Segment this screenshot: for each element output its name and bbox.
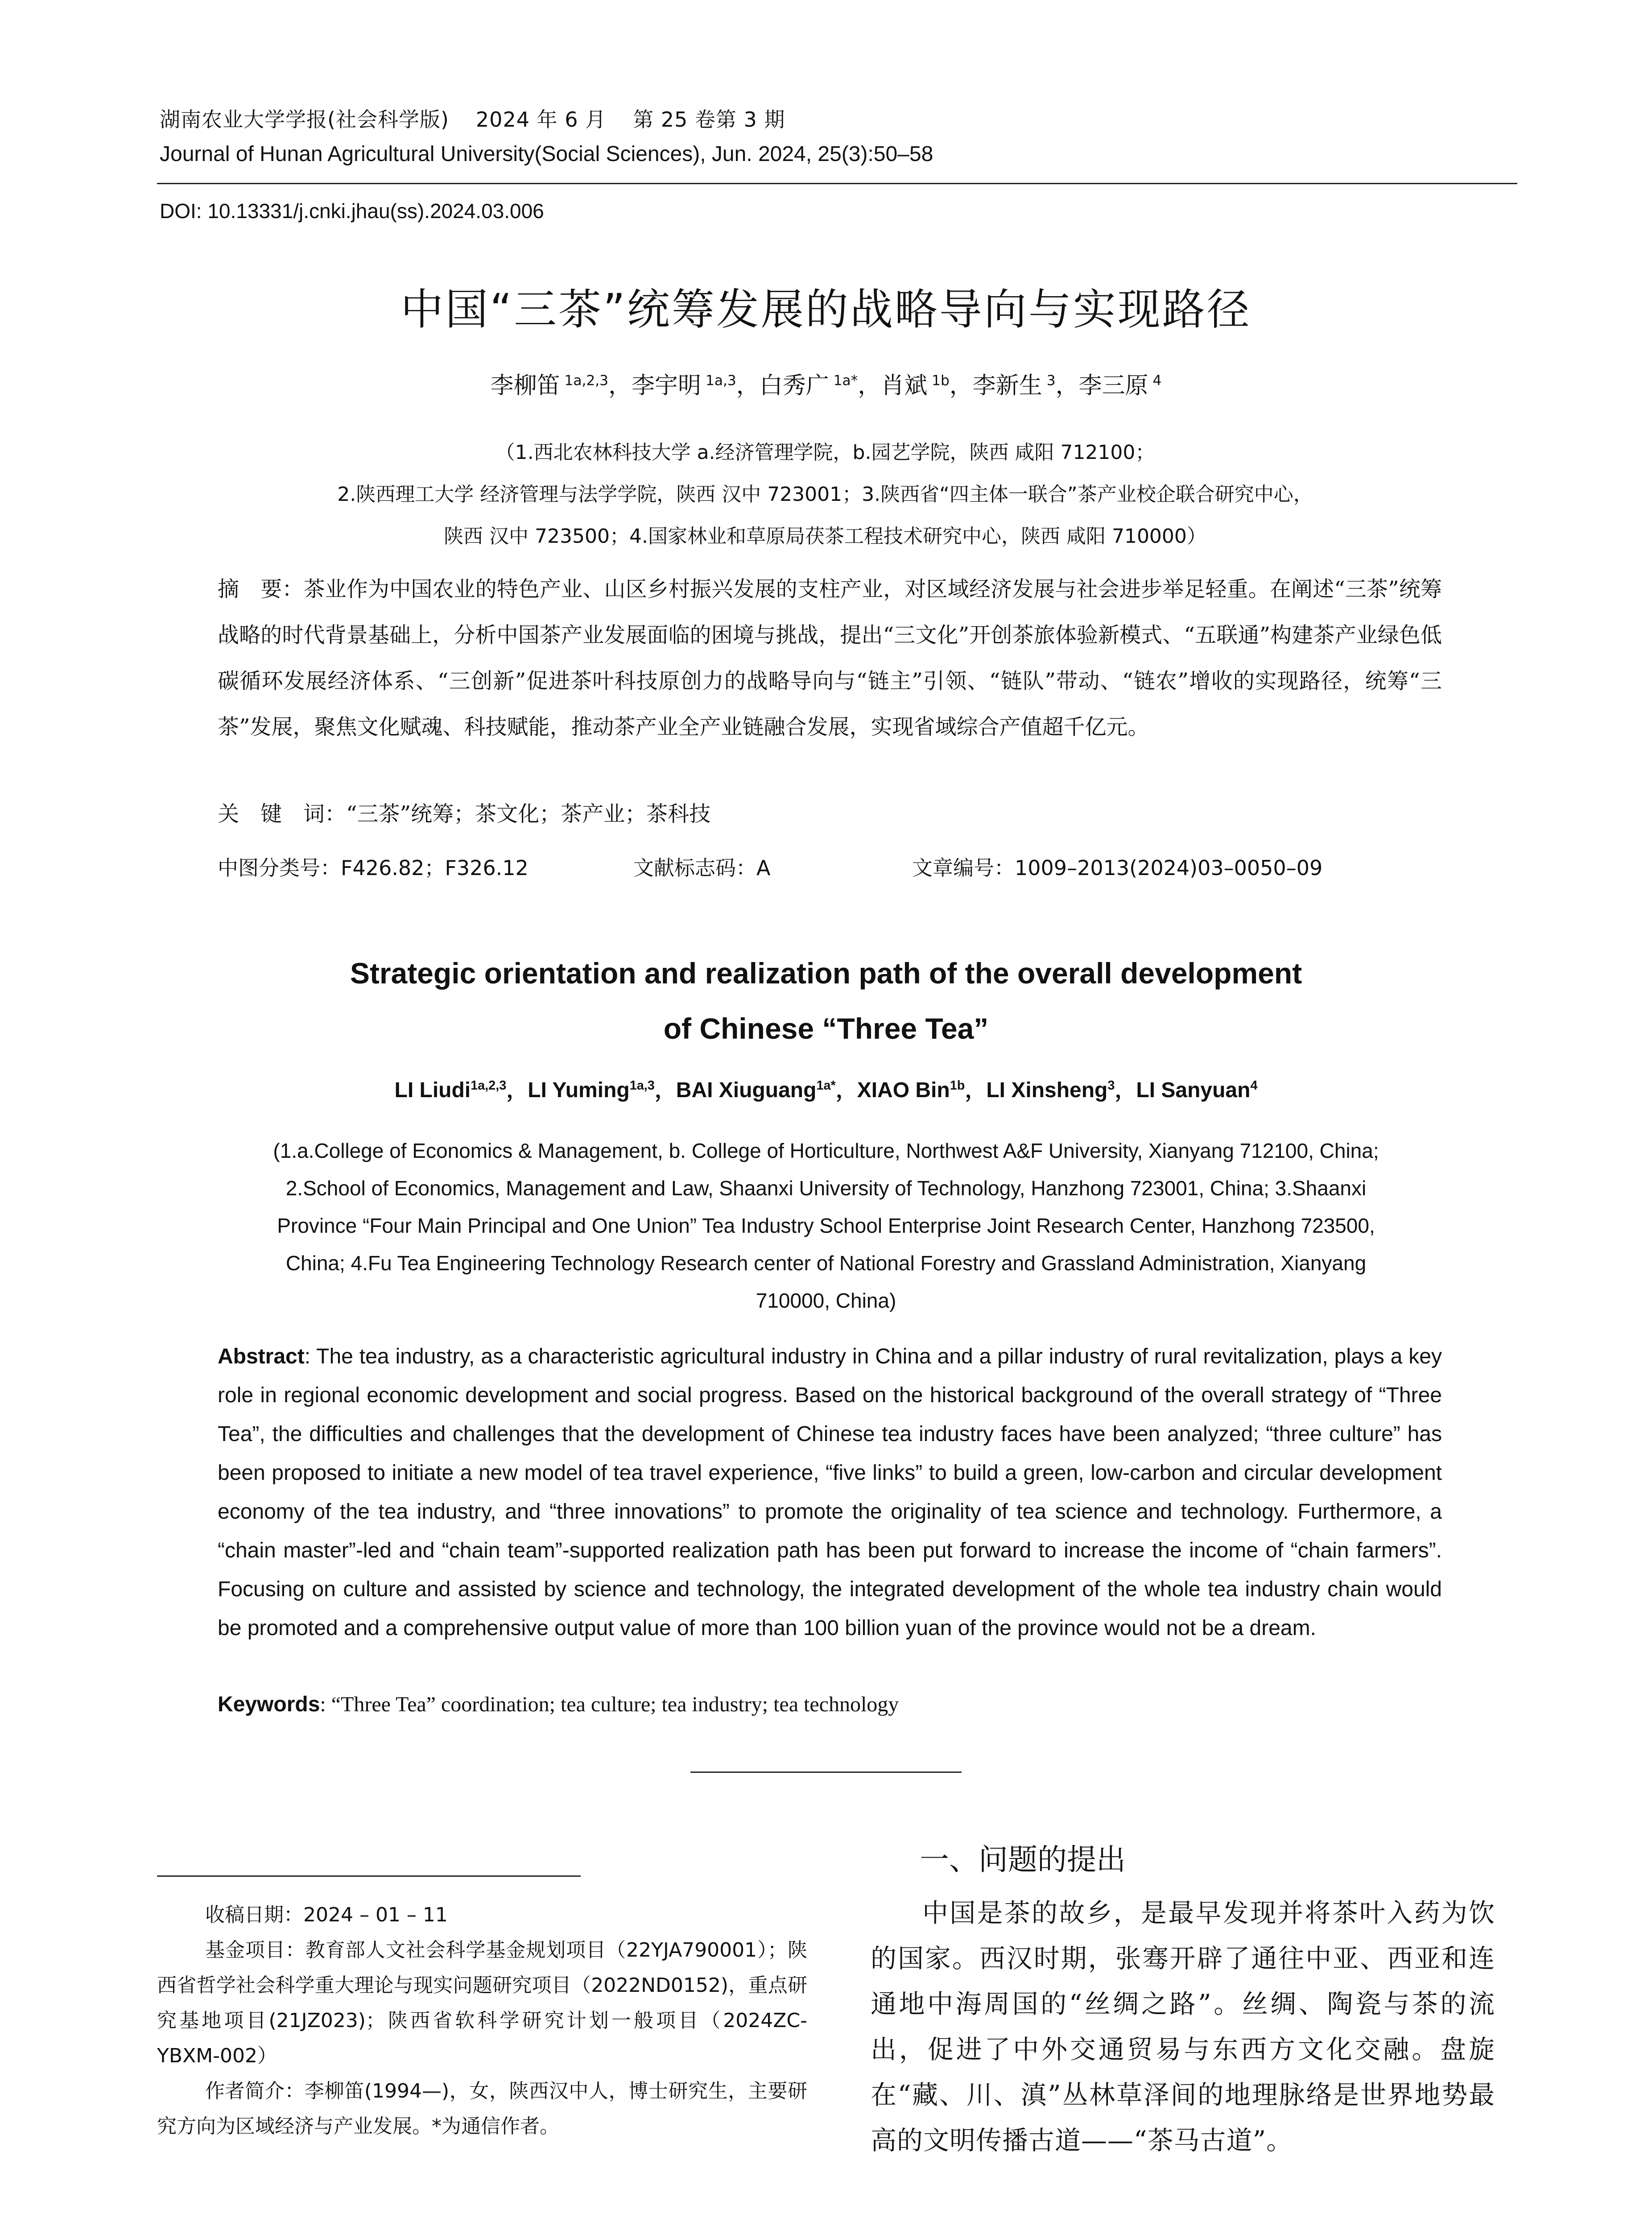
author-name: BAI Xiuguang <box>676 1078 817 1102</box>
author-affiliation-mark: 1a* <box>829 372 858 389</box>
author-entry <box>857 1078 987 1102</box>
section-body-text: 中国是茶的故乡，是最早发现并将茶叶入药为饮的国家。西汉时期，张骞开辟了通往中亚、西亚和连通地中海周国的“丝绸之路”。丝绸、陶瓷与茶的流出，促进了中外交通贸易与东西方文化交融。盘旋在“藏、川、滇”丛林草泽间的地理脉络是世界地势最高的文明传播古道——“茶马古道”。 <box>871 1898 1495 2156</box>
author-name: 李新生 <box>972 372 1042 399</box>
author-list-en <box>0 1073 1652 1103</box>
paper-title-cn: 中国“三茶”统筹发展的战略导向与实现路径 <box>401 285 1251 334</box>
author-affiliation-mark: 1b <box>950 1078 965 1093</box>
author-name: 李柳笛 <box>490 372 560 399</box>
author-affiliation-mark: 1a,2,3 <box>471 1078 507 1093</box>
author-affiliation-mark: 4 <box>1250 1078 1258 1093</box>
author-affiliation-mark: 3 <box>1042 372 1056 389</box>
author-separator: ， <box>1115 1078 1136 1102</box>
author-separator: ， <box>858 372 881 399</box>
author-entry <box>676 1078 857 1102</box>
affiliation-line: 710000, China) <box>756 1289 896 1312</box>
author-affiliation-mark: 1a* <box>816 1078 836 1093</box>
journal-name-cn: 湖南农业大学学报(社会科学版) <box>160 107 449 132</box>
journal-header-cn <box>160 103 812 133</box>
author-entry <box>528 1078 676 1102</box>
footnote-divider <box>157 1875 581 1877</box>
section-divider <box>690 1772 962 1773</box>
author-entry <box>760 372 881 399</box>
author-separator: ， <box>654 1078 676 1102</box>
author-name: 李宇明 <box>632 372 702 399</box>
affiliation-line: （1.西北农林科技大学 a.经济管理学院，b.园艺学院，陕西 咸阳 712100； <box>495 441 1155 464</box>
section-heading: 一、问题的提出 <box>920 1842 1126 1877</box>
footnote-received-date: 收稿日期：2024 – 01 – 11 <box>205 1904 448 1926</box>
author-separator: ， <box>1055 372 1079 399</box>
author-name: LI Liudi <box>394 1078 471 1102</box>
footnotes <box>157 1897 807 2144</box>
keywords-cn <box>218 797 710 827</box>
author-affiliation-mark: 1b <box>927 372 950 389</box>
author-affiliation-mark: 1a,3 <box>701 372 736 389</box>
keywords-en <box>218 1692 899 1717</box>
author-name: LI Yuming <box>528 1078 630 1102</box>
affiliations-en <box>196 1132 1456 1319</box>
author-entry <box>632 372 760 399</box>
author-entry <box>986 1078 1136 1102</box>
journal-issue-cn: 第 25 卷第 3 期 <box>633 107 785 132</box>
journal-header-en: Journal of Hunan Agricultural University(Social Sciences), Jun. 2024, 25(3):50–58 <box>160 142 933 166</box>
author-name: LI Sanyuan <box>1136 1078 1251 1102</box>
abstract-en-label: Abstract <box>218 1345 305 1368</box>
author-entry <box>1136 1078 1257 1102</box>
keywords-en-text: : “Three Tea” coordination; tea culture; tea industry; tea technology <box>320 1693 899 1716</box>
author-name: XIAO Bin <box>857 1078 950 1102</box>
author-entry <box>491 372 632 399</box>
affiliation-line: (1.a.College of Economics & Management, b. College of Horticulture, Northwest A&F University, Xianyang 712100, China; <box>273 1139 1379 1162</box>
author-separator: ， <box>506 1078 528 1102</box>
doi[interactable]: DOI: 10.13331/j.cnki.jhau(ss).2024.03.006 <box>160 199 544 223</box>
title-en-line2: of Chinese “Three Tea” <box>663 1012 989 1045</box>
header-divider <box>157 183 1517 184</box>
abstract-en <box>218 1337 1442 1648</box>
affiliations-cn <box>187 432 1463 558</box>
clc-number: 中图分类号：F426.82；F326.12 <box>218 856 529 880</box>
author-affiliation-mark: 4 <box>1148 372 1162 389</box>
affiliation-line: 2.School of Economics, Management and Law, Shaanxi University of Technology, Hanzhong 723001, China; 3.Shaanxi <box>285 1177 1367 1200</box>
affiliation-line: 陕西 汉中 723500；4.国家林业和草原局茯茶工程技术研究中心，陕西 咸阳 710000） <box>444 525 1206 548</box>
author-name: 白秀广 <box>759 372 829 399</box>
author-entry <box>881 372 973 399</box>
paper-title-en <box>0 946 1652 1056</box>
journal-date-cn: 2024 年 6 月 <box>475 107 607 132</box>
document-code: 文献标志码：A <box>633 856 771 880</box>
abstract-cn-label: 摘 要： <box>218 577 304 602</box>
author-affiliation-mark: 3 <box>1107 1078 1115 1093</box>
author-separator: ， <box>965 1078 987 1102</box>
affiliation-line: China; 4.Fu Tea Engineering Technology Research center of National Forestry and Grassland Administration, Xianyang <box>285 1251 1367 1275</box>
keywords-cn-label: 关 键 词： <box>218 801 347 826</box>
author-entry <box>973 372 1079 399</box>
footnote-author-bio: 作者简介：李柳笛(1994—)，女，陕西汉中人，博士研究生，主要研究方向为区域经济与产业发展。*为通信作者。 <box>157 2080 807 2138</box>
author-affiliation-mark: 1a,2,3 <box>560 372 609 389</box>
author-separator: ， <box>608 372 632 399</box>
author-separator: ， <box>949 372 973 399</box>
author-entry <box>1079 372 1162 399</box>
affiliation-line: Province “Four Main Principal and One Union” Tea Industry School Enterprise Joint Research Center, Hanzhong 723500, <box>277 1214 1375 1237</box>
abstract-cn-text: 茶业作为中国农业的特色产业、山区乡村振兴发展的支柱产业，对区域经济发展与社会进步举足轻重。在阐述“三茶”统筹战略的时代背景基础上，分析中国茶产业发展面临的困境与挑战，提出“三文化”开创茶旅体验新模式、“五联通”构建茶产业绿色低碳循环发展经济体系、“三创新”促进茶叶科技原创力的战略导向与“链主”引领、“链队”带动、“链农”增收的实现路径，统筹“三茶”发展，聚焦文化赋魂、科技赋能，推动茶产业全产业链融合发展，实现省域综合产值超千亿元。 <box>218 577 1442 739</box>
abstract-en-text: : The tea industry, as a characteristic agricultural industry in China and a pillar industry of rural revitalization, plays a key role in regional economic development and social progress. Based on the historical background of the overall strategy of “Three Tea”, the difficulties and challenges that the development of Chinese tea industry faces have been analyzed; “three culture” has been proposed to initiate a new model of tea travel experience, “five links” to build a green, low-carbon and circular development economy of the tea industry, and “three innovations” to promote the originality of tea science and technology. Furthermore, a “chain master”-led and “chain team”-supported realization path has been put forward to increase the income of “chain farmers”. Focusing on culture and assisted by science and technology, the integrated development of the whole tea industry chain would be promoted and a comprehensive output value of more than 100 billion yuan of the province would not be a dream. <box>218 1345 1442 1640</box>
author-name: 李三原 <box>1078 372 1148 399</box>
article-number: 文章编号：1009–2013(2024)03–0050–09 <box>912 856 1323 880</box>
author-separator: ， <box>736 372 760 399</box>
author-entry <box>395 1078 528 1102</box>
author-name: LI Xinsheng <box>986 1078 1108 1102</box>
author-affiliation-mark: 1a,3 <box>629 1078 655 1093</box>
author-list-cn <box>0 367 1652 400</box>
author-name: 肖斌 <box>881 372 928 399</box>
footnote-funding: 基金项目：教育部人文社会科学基金规划项目（22YJA790001）；陕西省哲学社会科学重大理论与现实问题研究项目（2022ND0152)，重点研究基地项目(21JZ023)；陕西省软科学研究计划一般项目（2024ZC-YBXM-002） <box>157 1939 807 2067</box>
keywords-cn-text: “三茶”统筹；茶文化；茶产业；茶科技 <box>346 801 711 826</box>
author-separator: ， <box>835 1078 857 1102</box>
title-en-line1: Strategic orientation and realization path of the overall development <box>350 957 1302 990</box>
affiliation-line: 2.陕西理工大学 经济管理与法学学院，陕西 汉中 723001；3.陕西省“四主体一联合”茶产业校企联合研究中心， <box>337 483 1313 506</box>
abstract-cn <box>218 566 1442 750</box>
keywords-en-label: Keywords <box>218 1693 320 1716</box>
